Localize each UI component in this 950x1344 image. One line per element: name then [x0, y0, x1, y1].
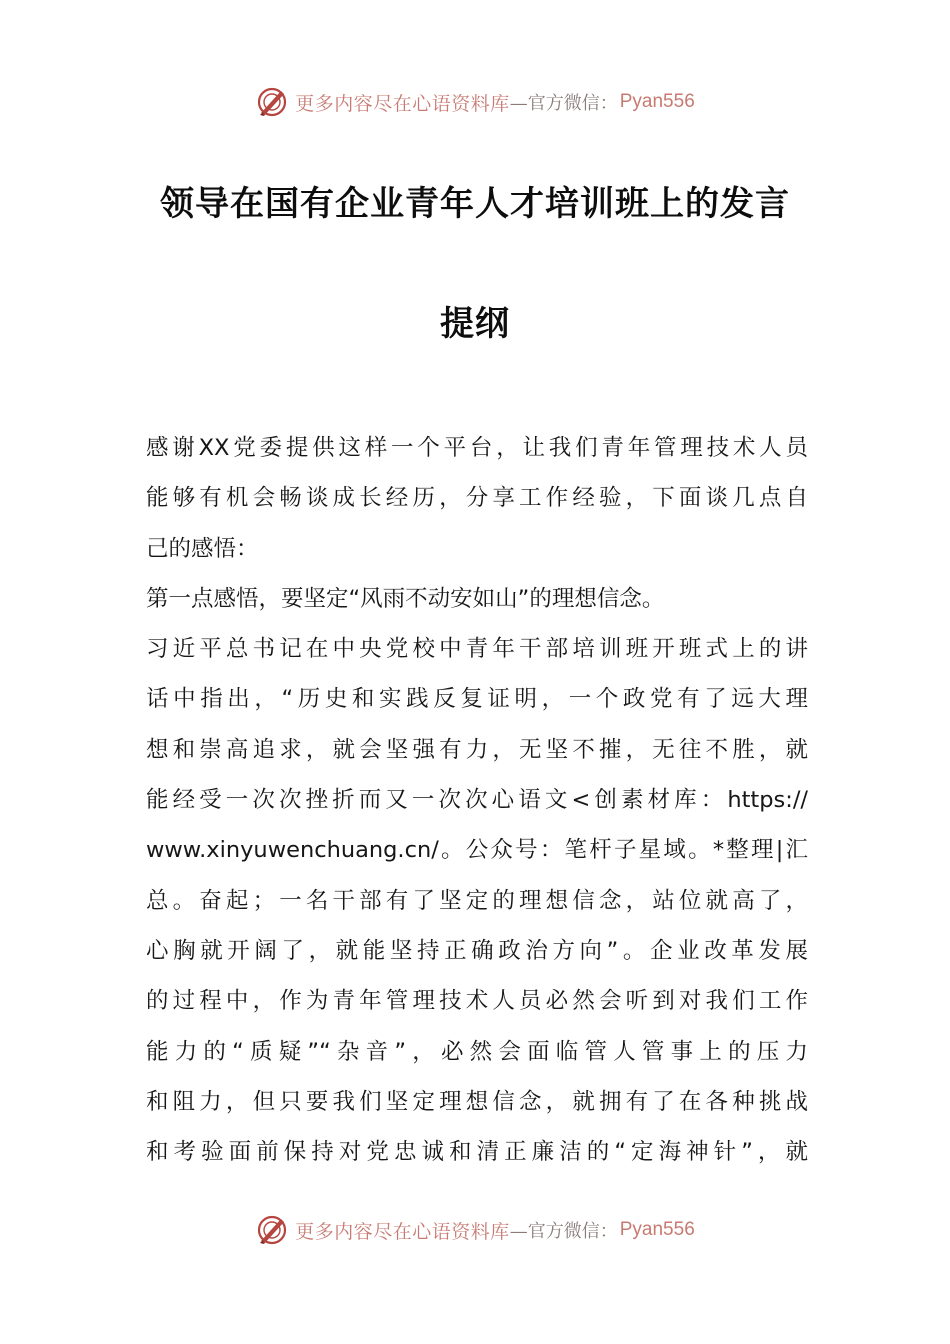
watermark-wechat-label: —官方微信： [509, 1221, 618, 1242]
header-watermark [0, 84, 950, 120]
pen-logo-icon [255, 1213, 289, 1247]
body-line: 能力的“质疑”“杂音”，必然会面临管人管事上的压力 [146, 1038, 808, 1065]
body-line: 能够有机会畅谈成长经历，分享工作经验，下面谈几点自 [146, 485, 808, 512]
watermark-wechat-label: —官方微信： [509, 93, 618, 114]
body-line: 的过程中，作为青年管理技术人员必然会听到对我们工作 [146, 988, 808, 1015]
watermark-text: 更多内容尽在心语资料库 [295, 1220, 510, 1243]
document-title-line-1: 领导在国有企业青年人才培训班上的发言 [160, 184, 790, 224]
watermark-text: 更多内容尽在心语资料库 [295, 92, 510, 115]
pen-logo-icon [255, 85, 289, 119]
body-line: 总。奋起；一名干部有了坚定的理想信念，站位就高了， [146, 887, 808, 914]
document-title-line-2: 提纲 [440, 304, 510, 344]
body-line: 和阻力，但只要我们坚定理想信念，就拥有了在各种挑战 [146, 1088, 808, 1115]
body-line: 感谢XX党委提供这样一个平台，让我们青年管理技术人员 [146, 435, 808, 461]
body-line: www.xinyuwenchuang.cn/。公众号：笔杆子星域。*整理|汇 [146, 837, 808, 864]
watermark-wechat-id: Pyan556 [619, 1219, 695, 1240]
body-line: 能经受一次次挫折而又一次次心语文<创素材库：https:// [146, 787, 808, 814]
body-line: 第一点感悟，要坚定“风雨不动安如山”的理想信念。 [146, 585, 665, 612]
body-line: 心胸就开阔了，就能坚持正确政治方向”。企业改革发展 [146, 937, 808, 964]
document-body [146, 426, 808, 1180]
body-line: 想和崇高追求，就会坚强有力，无坚不摧，无往不胜，就 [146, 736, 808, 763]
footer-watermark [0, 1212, 950, 1248]
body-line: 习近平总书记在中央党校中青年干部培训班开班式上的讲 [146, 636, 808, 663]
body-line: 话中指出，“历史和实践反复证明，一个政党有了远大理 [146, 686, 808, 713]
body-line: 己的感悟： [146, 535, 259, 562]
watermark-wechat-id: Pyan556 [619, 91, 695, 112]
body-line: 和考验面前保持对党忠诚和清正廉洁的“定海神针”，就 [146, 1139, 808, 1166]
